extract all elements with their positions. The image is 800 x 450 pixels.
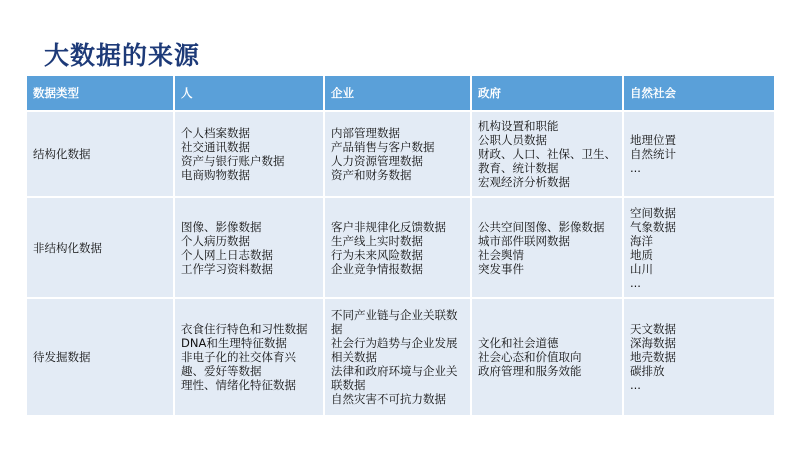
- row-label: 非结构化数据: [27, 197, 174, 298]
- government-cell: [471, 298, 623, 415]
- cell-item: 深海数据: [630, 336, 676, 350]
- cell-item: 资产与银行账户数据: [181, 154, 285, 168]
- person-cell: [174, 298, 324, 415]
- slide-title: 大数据的来源: [44, 41, 201, 70]
- person-cell: [174, 197, 324, 298]
- cell-item: 公共空间图像、影像数据: [478, 219, 605, 234]
- cell-item: 城市部件联网数据: [478, 233, 570, 248]
- cell-item: 碳排放: [630, 364, 665, 378]
- cell-item: 公职人员数据: [478, 133, 547, 147]
- cell-item: 社会心态和价值取向: [478, 350, 582, 364]
- cell-item: 财政、人口、社保、卫生、教育、统计数据: [478, 147, 616, 175]
- cell-item: 内部管理数据: [331, 126, 400, 140]
- header-government: 政府: [471, 76, 623, 111]
- cell-item: 个人病历数据: [181, 233, 250, 248]
- enterprise-cell: [324, 111, 471, 197]
- table-row: [27, 298, 774, 415]
- cell-item: 产品销售与客户数据: [331, 140, 435, 154]
- cell-item: ...: [630, 275, 641, 290]
- cell-item: 客户非规律化反馈数据: [331, 219, 446, 234]
- cell-item: 工作学习资料数据: [181, 261, 273, 276]
- government-cell: [471, 111, 623, 197]
- cell-item: 法律和政府环境与企业关联数据: [331, 364, 458, 392]
- cell-item: 理性、情绪化特征数据: [181, 378, 296, 392]
- cell-item: 天文数据: [630, 322, 676, 336]
- row-label: 结构化数据: [27, 111, 174, 197]
- cell-item: 衣食住行特色和习性数据: [181, 322, 308, 336]
- cell-item: 个人档案数据: [181, 126, 250, 140]
- cell-item: 人力资源管理数据: [331, 154, 423, 168]
- cell-item: 突发事件: [478, 261, 524, 276]
- table-row: [27, 197, 774, 298]
- cell-item: 非电子化的社交体育兴趣、爱好等数据: [181, 350, 296, 378]
- row-label: 待发掘数据: [27, 298, 174, 415]
- table-header-row: [27, 76, 774, 111]
- nature-society-cell: [623, 197, 774, 298]
- enterprise-cell: [324, 298, 471, 415]
- header-data-type: 数据类型: [27, 76, 174, 111]
- enterprise-cell: [324, 197, 471, 298]
- cell-item: 行为未来风险数据: [331, 247, 423, 262]
- cell-item: 生产线上实时数据: [331, 233, 423, 248]
- cell-item: 不同产业链与企业关联数据: [331, 308, 458, 336]
- cell-item: 自然灾害不可抗力数据: [331, 392, 446, 406]
- table-row: [27, 111, 774, 197]
- cell-item: 文化和社会道德: [478, 336, 559, 350]
- header-person: 人: [174, 76, 324, 111]
- cell-item: 地壳数据: [630, 350, 676, 364]
- nature-society-cell: [623, 298, 774, 415]
- cell-item: 海洋: [630, 233, 653, 248]
- cell-item: 政府管理和服务效能: [478, 364, 582, 378]
- cell-item: 企业竞争情报数据: [331, 261, 423, 276]
- cell-item: 气象数据: [630, 219, 676, 234]
- cell-item: 社会舆情: [478, 247, 524, 262]
- cell-item: 图像、影像数据: [181, 219, 262, 234]
- cell-item: 地质: [630, 247, 653, 262]
- cell-item: 自然统计: [630, 147, 676, 161]
- cell-item: ...: [630, 161, 641, 175]
- cell-item: 社交通讯数据: [181, 140, 250, 154]
- cell-item: 空间数据: [630, 205, 676, 220]
- cell-item: ...: [630, 378, 641, 392]
- cell-item: DNA和生理特征数据: [181, 336, 287, 350]
- nature-society-cell: [623, 111, 774, 197]
- person-cell: [174, 111, 324, 197]
- cell-item: 山川: [630, 261, 653, 276]
- header-enterprise: 企业: [324, 76, 471, 111]
- cell-item: 机构设置和职能: [478, 119, 559, 133]
- cell-item: 电商购物数据: [181, 168, 250, 182]
- cell-item: 资产和财务数据: [331, 168, 412, 182]
- cell-item: 社会行为趋势与企业发展相关数据: [331, 336, 458, 364]
- government-cell: [471, 197, 623, 298]
- data-source-table: [27, 76, 774, 415]
- header-nature-society: 自然社会: [623, 76, 774, 111]
- cell-item: 个人网上日志数据: [181, 247, 273, 262]
- cell-item: 地理位置: [630, 133, 676, 147]
- cell-item: 宏观经济分析数据: [478, 175, 570, 189]
